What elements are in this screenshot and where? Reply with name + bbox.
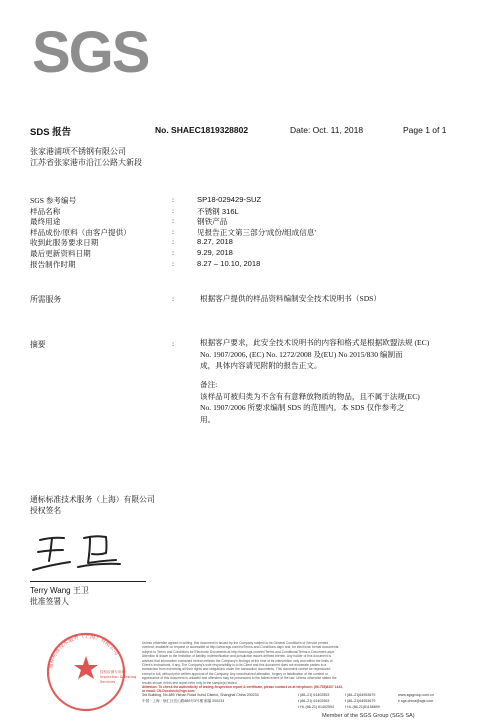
info-row-label: 最终用途 [30, 217, 61, 227]
report-date: Date: Oct. 11, 2018 [290, 125, 364, 135]
page-number: Page 1 of 1 [403, 125, 447, 135]
client-name: 张家港浦项不锈钢有限公司 [30, 147, 126, 156]
info-row-value: 钢铁产品 [197, 217, 228, 227]
info-row [30, 227, 450, 237]
fax-text: f (86–21)64953679 [345, 699, 376, 703]
disclaimer-line: results shown in this test report refer only to the sample(s) tested. [142, 680, 238, 685]
remark-block: 备注: 该样品可被归类为不含有有意释放物质的物品，且不属于法规(EC) No. 1907/2006 所要求编制 SDS 的范围内。本 SDS 仅作参考之 用。 [200, 379, 452, 425]
address-text: 中国 · 上海 · 徐汇区宜山路889号3号楼 邮编 200233 [142, 699, 225, 703]
info-row-value: 见报告正文第三部分'成份/组成信息' [197, 227, 316, 237]
signatory-name: Terry Wang 王卫 [30, 586, 89, 595]
telephone-text: t (86–21) 61402553 [298, 699, 330, 703]
info-row [30, 259, 450, 269]
sgs-group-member: Member of the SGS Group (SGS SA) [322, 713, 415, 719]
disclaimer-line: Attention is drawn to the limitation of liability, indemnification and jurisdiction issues defined therein. Any holder of this document is [142, 654, 332, 659]
summary-label: 摘要 [30, 340, 46, 349]
address-text: 3rd Building, No.889 Yishan Road Xuhui District, Shanghai China 200233 [142, 693, 259, 697]
disclaimer-line: transaction from exercising all their rights and obligations under the transaction documents. This document cannot be reproduced [142, 667, 331, 672]
info-row-colon: : [172, 205, 175, 215]
info-row-value: SP18-029429-SUZ [197, 195, 262, 204]
report-number: No. SHAEC1819328802 [155, 125, 249, 135]
info-row-colon: : [172, 226, 175, 236]
disclaimer-line: overleaf, available on request or accessible at http://www.sgs.com/en/Terms-and-Conditions.aspx and, for electronic format documents, [142, 645, 340, 650]
info-row-colon: : [172, 195, 175, 204]
telephone-text: t HL (86-21) 61402594 [298, 705, 335, 709]
disclaimer-text [142, 641, 442, 685]
info-row-colon: : [172, 258, 175, 268]
fax-text: f (86–21)64953679 [345, 693, 376, 697]
web-text: e sgs.china@sgs.com [398, 699, 434, 703]
disclaimer-line: Client's instructions, if any. The Company's sole responsibility is to its Client and this document does not exonerate parties to a [142, 663, 327, 668]
info-row-value: 8.27 – 10.10, 2018 [197, 258, 261, 268]
disclaimer-line: except in full, without prior written approval of the Company. Any unauthorized alteration, forgery or falsification of the content or [142, 671, 328, 676]
info-row-value: 9.29, 2018 [197, 248, 233, 257]
info-row-label: 报告制作时期 [30, 259, 76, 269]
info-row-label: 样品成份/原料（由客户提供） [30, 227, 131, 237]
signature-line [30, 581, 146, 582]
info-row-label: SGS 参考编号 [30, 196, 77, 205]
attention-note: Attention: To check the authenticity of testing /inspection report & certificate, please contact us at telephone: (86-755)8307 1443, or email: CN.Doccheck@sgs.com [142, 685, 343, 694]
info-row-value: 不锈钢 316L [197, 206, 239, 216]
info-row-value: 8.27, 2018 [197, 237, 233, 247]
info-row [30, 216, 450, 226]
info-row [30, 248, 450, 258]
info-row [30, 237, 450, 247]
fax-text: f HL (86-21)61156899 [345, 705, 380, 709]
info-row-label: 收到此服务要求日期 [30, 238, 99, 248]
info-row-colon: : [172, 248, 175, 257]
info-row [30, 195, 450, 205]
telephone-text: t (86–21) 61402553 [298, 693, 330, 697]
summary-colon: : [172, 339, 175, 348]
info-row-label: 最后更新资料日期 [30, 249, 91, 258]
services-text: 根据客户提供的样品资料编制安全技术说明书（SDS） [200, 294, 381, 303]
info-row-label: 样品名称 [30, 206, 61, 216]
handwritten-signature [30, 528, 126, 578]
remark-label: 备注: [200, 380, 218, 389]
disclaimer-line: advised that information contained hereon reflects the Company's findings at the time of its intervention only and within the limits of [142, 658, 333, 663]
services-label: 所需服务 [30, 295, 62, 304]
info-row-colon: : [172, 216, 175, 226]
sgs-logo-text: SGS [32, 22, 148, 80]
signatory-company: 通标标准技术服务（上海）有限公司 [30, 495, 155, 504]
authorized-signature-label: 授权签名 [30, 506, 62, 515]
sgs-logo [30, 22, 148, 80]
disclaimer-line: subject to Terms and Conditions for Electronic Documents at http://www.sgs.com/en/Terms-and-Conditions/Terms-e-Document.aspx. [142, 649, 336, 654]
stamp-label: 检验检测专用章 Inspection & Testing Services [100, 670, 137, 684]
services-colon: : [172, 294, 175, 303]
info-row-colon: : [172, 237, 175, 247]
info-row [30, 206, 450, 216]
stamp-arc-text: 通标标准技术服务（上海）有限公司 [48, 633, 120, 670]
client-address: 江苏省张家港市沿江公路大新段 [30, 158, 142, 167]
signatory-title: 批准签署人 [30, 597, 69, 606]
disclaimer-line: Unless otherwise agreed in writing, this document is issued by the Company subject to its General Conditions of Service printed [142, 641, 329, 645]
web-text: www.sgsgroup.com.cn [398, 693, 434, 697]
report-type: SDS 报告 [30, 127, 72, 138]
disclaimer-line: appearance of this document is unlawful and offenders may be prosecuted to the fullest extent of the law. Unless otherwise stated the [142, 676, 337, 681]
star-icon [74, 656, 98, 679]
summary-text: 根据客户要求，此安全技术说明书的内容和格式是根据欧盟法规 (EC) No. 1907/2006, (EC) No. 1272/2008 及(EU) No 2015/830 编制而 成，具体内容请见附附的报告正文。 [200, 338, 430, 370]
